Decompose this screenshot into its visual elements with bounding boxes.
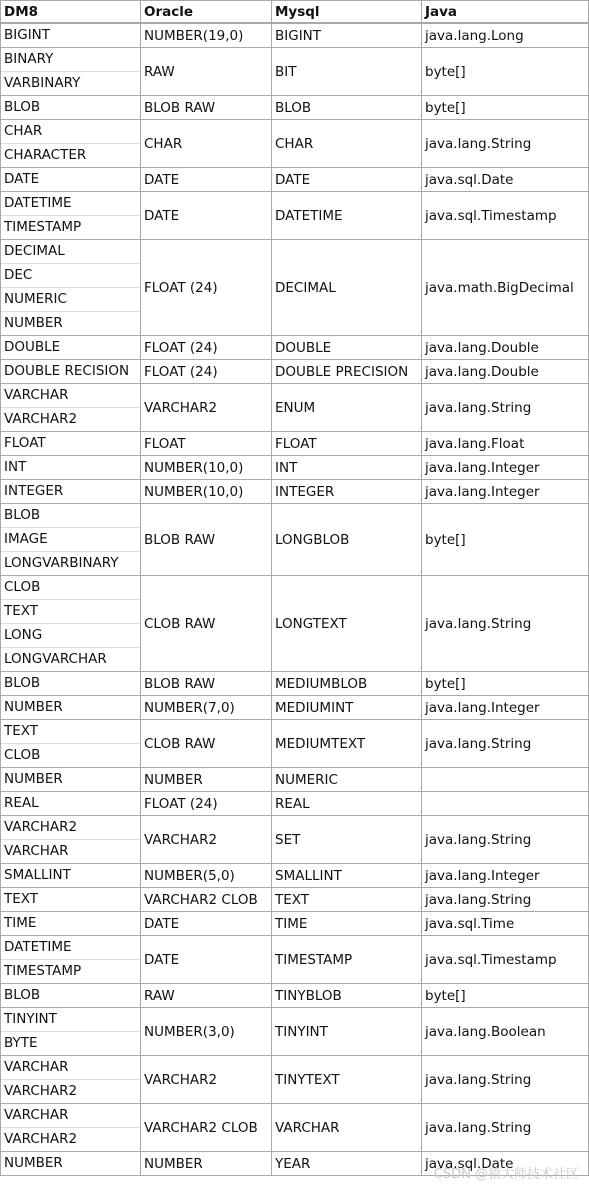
mysql-cell: TINYTEXT [272,1056,422,1104]
oracle-cell: CHAR [141,120,272,168]
table-row [1,864,589,888]
dm8-cell [1,456,141,480]
oracle-cell: FLOAT (24) [141,360,272,384]
dm8-type: BIGINT [4,27,51,43]
table-row [1,912,589,936]
java-cell: java.lang.Integer [422,696,589,720]
mysql-cell: ENUM [272,384,422,432]
dm8-cell [1,1008,141,1056]
table-row [1,936,589,984]
oracle-cell: DATE [141,912,272,936]
dm8-cell [1,912,141,936]
dm8-type: VARCHAR2 [1,407,140,431]
dm8-cell [1,576,141,672]
table-row [1,384,589,432]
java-cell: java.lang.Double [422,336,589,360]
java-cell: java.lang.String [422,1056,589,1104]
dm8-cell [1,696,141,720]
dm8-cell [1,888,141,912]
dm8-type: VARCHAR [4,1059,69,1075]
dm8-cell [1,168,141,192]
header-java: Java [422,1,589,24]
dm8-type: DATE [4,171,40,187]
mysql-cell: DECIMAL [272,240,422,336]
table-row [1,23,589,48]
oracle-cell: FLOAT (24) [141,240,272,336]
mysql-cell: MEDIUMINT [272,696,422,720]
dm8-type: VARCHAR [4,387,69,403]
java-cell: byte[] [422,984,589,1008]
mysql-cell: MEDIUMBLOB [272,672,422,696]
java-cell: byte[] [422,96,589,120]
oracle-cell: VARCHAR2 [141,384,272,432]
java-cell: java.sql.Date [422,168,589,192]
dm8-type: DATETIME [4,195,72,211]
oracle-cell: VARCHAR2 [141,816,272,864]
dm8-cell [1,672,141,696]
table-row [1,432,589,456]
dm8-type: SMALLINT [4,867,71,883]
dm8-cell [1,504,141,576]
header-dm8: DM8 [1,1,141,24]
mysql-cell: YEAR [272,1152,422,1176]
dm8-type: VARCHAR2 [4,819,78,835]
mysql-cell: FLOAT [272,432,422,456]
dm8-type: BINARY [4,51,54,67]
dm8-type: INT [4,459,27,475]
dm8-type: LONGVARBINARY [1,551,140,575]
dm8-type: BLOB [4,675,41,691]
header-oracle: Oracle [141,1,272,24]
watermark: CSDN @猿大师技术社区 [433,1167,579,1182]
dm8-cell [1,48,141,96]
dm8-cell [1,1104,141,1152]
table-row [1,984,589,1008]
dm8-type: NUMBER [4,771,63,787]
java-cell: byte[] [422,48,589,96]
oracle-cell: FLOAT (24) [141,336,272,360]
dm8-cell [1,984,141,1008]
mysql-cell: TINYBLOB [272,984,422,1008]
oracle-cell: NUMBER(5,0) [141,864,272,888]
dm8-type: DECIMAL [4,243,65,259]
dm8-type: DOUBLE RECISION [4,363,130,379]
dm8-type: VARBINARY [1,71,140,95]
oracle-cell: DATE [141,168,272,192]
java-cell: java.lang.String [422,720,589,768]
dm8-type: VARCHAR2 [1,1127,140,1151]
table-row [1,768,589,792]
mysql-cell: TIMESTAMP [272,936,422,984]
dm8-type: BLOB [4,99,41,115]
oracle-cell: RAW [141,984,272,1008]
dm8-type: DEC [1,263,140,287]
mysql-cell: CHAR [272,120,422,168]
mysql-cell: NUMERIC [272,768,422,792]
java-cell: java.lang.Integer [422,480,589,504]
mysql-cell: TEXT [272,888,422,912]
java-cell: java.sql.Timestamp [422,936,589,984]
dm8-type: NUMBER [1,311,140,335]
oracle-cell: NUMBER(3,0) [141,1008,272,1056]
oracle-cell: NUMBER [141,1152,272,1176]
dm8-cell [1,336,141,360]
table-row [1,96,589,120]
java-cell: java.math.BigDecimal [422,240,589,336]
dm8-cell [1,720,141,768]
oracle-cell: FLOAT (24) [141,792,272,816]
mysql-cell: DOUBLE PRECISION [272,360,422,384]
java-cell: java.sql.Date [422,1152,589,1176]
dm8-type: IMAGE [1,527,140,551]
java-cell [422,768,589,792]
dm8-cell [1,23,141,48]
mysql-cell: DOUBLE [272,336,422,360]
table-row [1,456,589,480]
dm8-type: LONGVARCHAR [1,647,140,671]
oracle-cell: VARCHAR2 CLOB [141,1104,272,1152]
oracle-cell: BLOB RAW [141,672,272,696]
table-row [1,720,589,768]
dm8-type: REAL [4,795,39,811]
java-cell: byte[] [422,672,589,696]
header-mysql: Mysql [272,1,422,24]
dm8-type: NUMBER [4,1155,63,1171]
dm8-type: VARCHAR2 [1,1079,140,1103]
dm8-type: TINYINT [4,1011,57,1027]
oracle-cell: CLOB RAW [141,720,272,768]
table-row [1,576,589,672]
dm8-cell [1,96,141,120]
dm8-type: FLOAT [4,435,46,451]
table-row [1,240,589,336]
java-cell: java.lang.String [422,816,589,864]
dm8-type: CHARACTER [1,143,140,167]
dm8-type: TEXT [4,891,39,907]
java-cell: java.lang.String [422,384,589,432]
mysql-cell: TIME [272,912,422,936]
dm8-type: TIMESTAMP [1,215,140,239]
table-row [1,792,589,816]
dm8-cell [1,360,141,384]
table-body [1,23,589,1176]
dm8-cell [1,1056,141,1104]
oracle-cell: RAW [141,48,272,96]
dm8-type: INTEGER [4,483,64,499]
table-row [1,336,589,360]
mysql-cell: BLOB [272,96,422,120]
mysql-cell: BIGINT [272,23,422,48]
java-cell: java.lang.Double [422,360,589,384]
table-row [1,672,589,696]
table-row [1,480,589,504]
dm8-type: BLOB [4,987,41,1003]
java-cell: java.lang.String [422,888,589,912]
mysql-cell: LONGBLOB [272,504,422,576]
table-row [1,1008,589,1056]
oracle-cell: VARCHAR2 CLOB [141,888,272,912]
dm8-type: TEXT [4,723,39,739]
java-cell: java.lang.String [422,120,589,168]
dm8-cell [1,120,141,168]
table-row [1,888,589,912]
dm8-cell [1,1152,141,1176]
dm8-cell [1,384,141,432]
dm8-type: TIMESTAMP [1,959,140,983]
dm8-cell [1,192,141,240]
mysql-cell: TINYINT [272,1008,422,1056]
mysql-cell: SMALLINT [272,864,422,888]
table-row [1,1104,589,1152]
oracle-cell: NUMBER [141,768,272,792]
dm8-type: LONG [1,623,140,647]
table-row [1,696,589,720]
oracle-cell: FLOAT [141,432,272,456]
table-row [1,120,589,168]
oracle-cell: VARCHAR2 [141,1056,272,1104]
table-row [1,816,589,864]
dm8-cell [1,936,141,984]
table-row [1,192,589,240]
table-row [1,504,589,576]
table-row [1,168,589,192]
mysql-cell: INTEGER [272,480,422,504]
mysql-cell: REAL [272,792,422,816]
java-cell: java.sql.Time [422,912,589,936]
oracle-cell: DATE [141,936,272,984]
java-cell: java.lang.Float [422,432,589,456]
dm8-type: DOUBLE [4,339,61,355]
dm8-type: NUMBER [4,699,63,715]
mysql-cell: BIT [272,48,422,96]
header-row [1,1,589,24]
mysql-cell: SET [272,816,422,864]
dm8-type: VARCHAR [4,1107,69,1123]
table-row [1,360,589,384]
table-row [1,1056,589,1104]
dm8-type: TIME [4,915,37,931]
mysql-cell: LONGTEXT [272,576,422,672]
java-cell: java.lang.Long [422,23,589,48]
java-cell: java.lang.String [422,576,589,672]
java-cell: java.lang.String [422,1104,589,1152]
java-cell: java.sql.Timestamp [422,192,589,240]
oracle-cell: CLOB RAW [141,576,272,672]
dm8-type: BLOB [4,507,41,523]
dm8-type: TEXT [1,599,140,623]
oracle-cell: NUMBER(7,0) [141,696,272,720]
oracle-cell: NUMBER(10,0) [141,456,272,480]
java-cell: java.lang.Integer [422,456,589,480]
dm8-cell [1,792,141,816]
mysql-cell: DATETIME [272,192,422,240]
oracle-cell: NUMBER(19,0) [141,23,272,48]
oracle-cell: BLOB RAW [141,504,272,576]
mysql-cell: MEDIUMTEXT [272,720,422,768]
oracle-cell: BLOB RAW [141,96,272,120]
java-cell: java.lang.Boolean [422,1008,589,1056]
java-cell: byte[] [422,504,589,576]
oracle-cell: DATE [141,192,272,240]
dm8-cell [1,480,141,504]
dm8-cell [1,864,141,888]
dm8-cell [1,816,141,864]
dm8-type: NUMERIC [1,287,140,311]
dm8-cell [1,240,141,336]
dm8-type: CLOB [1,743,140,767]
mysql-cell: VARCHAR [272,1104,422,1152]
dm8-cell [1,768,141,792]
dm8-cell [1,432,141,456]
dm8-type: CHAR [4,123,43,139]
table-row [1,48,589,96]
mysql-cell: DATE [272,168,422,192]
dm8-type: BYTE [1,1031,140,1055]
dm8-type: DATETIME [4,939,72,955]
oracle-cell: NUMBER(10,0) [141,480,272,504]
dm8-type: CLOB [4,579,41,595]
java-cell [422,792,589,816]
dm8-type: VARCHAR [1,839,140,863]
mysql-cell: INT [272,456,422,480]
java-cell: java.lang.Integer [422,864,589,888]
